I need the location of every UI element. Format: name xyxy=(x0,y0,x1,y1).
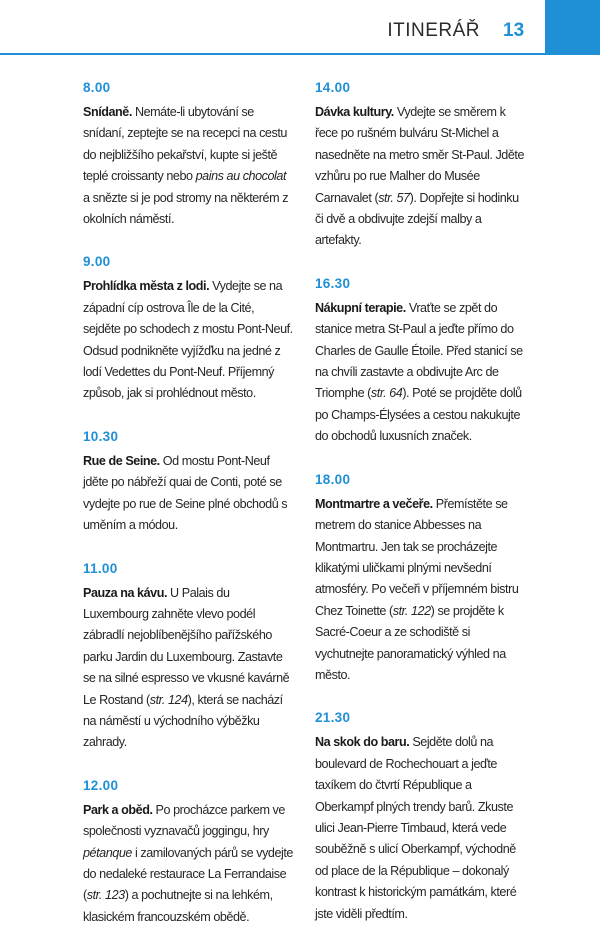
itinerary-entry xyxy=(315,80,525,252)
entry-italic-text: str. 64 xyxy=(370,386,403,401)
entry-heading: Snídaně. xyxy=(83,105,132,119)
entry-text xyxy=(315,494,525,687)
entry-body-text: Vydejte se na západní cíp ostrova Île de la Cité, sejděte po schodech z mostu Pont-Neuf. Odsud podnikněte vyjížďku na jedné z lodí Vedettes du Pont-Neuf. Příjemný způsob, jak si prohlédnout město. xyxy=(83,279,293,401)
entry-body-text: Od mostu Pont-Neuf jděte po nábřeží quai de Conti, poté se vydejte po rue de Seine plné obchodů s uměním a módou. xyxy=(83,453,288,533)
entry-time: 18.00 xyxy=(315,471,351,487)
entry-heading: Dávka kultury. xyxy=(315,105,394,119)
entry-heading: Na skok do baru. xyxy=(315,735,410,750)
entry-text xyxy=(315,732,525,925)
entry-body-text: ). Poté se projděte dolů po Champs-Élysées a cestou nakukujte do obchodů luxusních značek. xyxy=(315,386,522,444)
entry-heading: Prohlídka města z lodi. xyxy=(83,279,210,294)
entry-body-text: Vraťte se zpět do stanice metra St-Paul a jeďte přímo do Charles de Gaulle Étoile. Před stanicí se na chvíli zastavte a obdivujte Arc de Triomphe ( xyxy=(315,300,523,401)
itinerary-entry xyxy=(315,276,525,448)
entry-text xyxy=(83,276,293,404)
header-tab xyxy=(545,0,600,55)
entry-italic-text: str. 123 xyxy=(86,888,125,903)
itinerary-entry xyxy=(83,80,293,230)
entry-time: 11.00 xyxy=(83,560,118,576)
entry-time: 14.00 xyxy=(315,80,351,95)
header-rule xyxy=(0,53,545,55)
entry-body-text: U Palais du Luxembourg zahněte vlevo podél zábradlí nejoblíbenějšího pařížského parku Jardin du Luxembourg. Zastavte se na silné espresso ve vkusné kavárně Le Rostand ( xyxy=(83,585,290,707)
entry-body-text: Nemáte-li ubytování se snídaní, zeptejte se na recepci na cestu do nejbližšího pekařství, kupte si ještě teplé croissanty nebo xyxy=(83,105,287,184)
entry-text xyxy=(315,298,525,448)
entry-body-text: Vydejte se směrem k řece po rušném bulváru St-Michel a nasedněte na metro směr St-Paul. Jděte vzhůru po rue Malher do Musée Carnavalet ( xyxy=(315,105,525,205)
entry-italic-text: pains au chocolat xyxy=(195,169,286,184)
itinerary-entry xyxy=(83,429,293,537)
left-column xyxy=(83,80,293,952)
entry-body-text: ) a pochutnejte si na lehkém, klasickém francouzském obědě. xyxy=(83,888,273,924)
entry-body-text: a snězte si je pod stromy na některém z okolních náměstí. xyxy=(83,190,289,227)
entry-heading: Park a oběd. xyxy=(83,802,153,817)
entry-text xyxy=(83,583,293,754)
entry-heading: Pauza na kávu. xyxy=(83,585,167,600)
section-label: ITINERÁŘ xyxy=(387,20,480,41)
entry-time: 16.30 xyxy=(315,275,351,291)
entry-italic-text: pétanque xyxy=(83,845,132,860)
entry-italic-text: str. 124 xyxy=(149,692,188,707)
entry-italic-text: str. 122 xyxy=(392,603,431,618)
entry-italic-text: str. 57 xyxy=(378,190,410,205)
entry-body-text: Sejděte dolů na boulevard de Rochechouart a jeďte taxíkem do čtvrtí République a Oberkampf plných trendy barů. Zkuste ulici Jean-Pierre Timbaud, která vede souběžně s ulicí Oberkampf, východně od place de la République – dokonalý kontrast k historickým památkám, které jste viděli předtím. xyxy=(315,735,517,921)
entry-time: 21.30 xyxy=(315,710,351,726)
itinerary-entry xyxy=(315,472,525,687)
entry-time: 10.30 xyxy=(83,428,119,444)
entry-text xyxy=(83,800,293,928)
entry-heading: Nákupní terapie. xyxy=(315,300,406,315)
entry-body-text: ) se projděte k Sacré-Coeur a ze schodiště si vychutnejte panoramatický výhled na město. xyxy=(315,603,506,682)
itinerary-entry xyxy=(83,561,293,754)
entry-text xyxy=(83,102,293,230)
entry-body-text: ). Dopřejte si hodinku či dvě a obdivujte zdejší malby a artefakty. xyxy=(315,190,519,248)
entry-body-text: Po procházce parkem ve společnosti vyznavačů joggingu, hry xyxy=(83,802,285,839)
entry-time: 9.00 xyxy=(83,254,111,270)
entry-text xyxy=(83,451,293,537)
entry-time: 12.00 xyxy=(83,777,119,793)
page-number: 13 xyxy=(503,20,525,41)
itinerary-entry xyxy=(83,778,293,928)
entry-time: 8.00 xyxy=(83,80,111,95)
entry-body-text: ), která se nachází na náměstí u východního výběžku zahrady. xyxy=(83,692,283,750)
entry-heading: Montmartre a večeře. xyxy=(315,496,433,511)
itinerary-entry xyxy=(83,254,293,404)
right-column xyxy=(315,80,525,949)
entry-body-text: Přemístěte se metrem do stanice Abbesses na Montmartru. Jen tak se procházejte klikatými uličkami plnými nevšední atmosféry. Po večeři v příjemném bistru Chez Toinette ( xyxy=(315,496,519,618)
entry-heading: Rue de Seine. xyxy=(83,453,160,468)
entry-text xyxy=(315,102,525,252)
entry-body-text: i zamilovaných párů se vydejte do nedaleké restaurace La Ferrandaise ( xyxy=(83,845,293,903)
